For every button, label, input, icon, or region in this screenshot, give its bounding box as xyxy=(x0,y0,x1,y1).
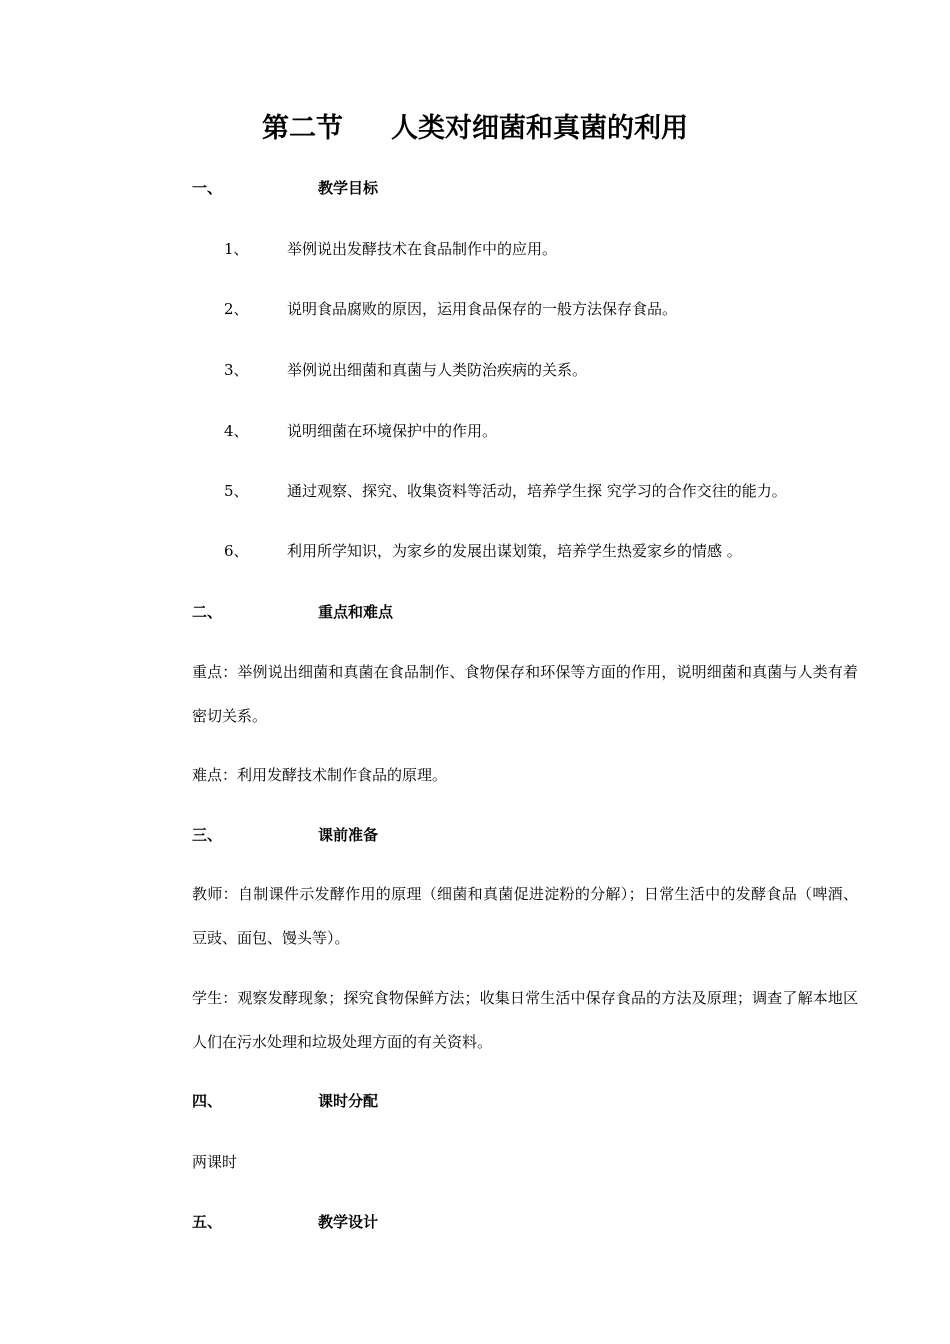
difficulty-paragraph: 难点：利用发酵技术制作食品的原理。 xyxy=(192,766,448,784)
objective-item xyxy=(224,298,677,319)
objective-item xyxy=(224,238,557,259)
section-label: 课时分配 xyxy=(318,1092,379,1110)
objective-item xyxy=(224,359,587,380)
section-number: 三、 xyxy=(192,826,223,844)
objective-number: 5、 xyxy=(224,482,249,500)
objective-item xyxy=(224,420,497,441)
objective-number: 3、 xyxy=(224,361,249,379)
section-heading-preparation xyxy=(192,824,378,845)
objective-text: 说明食品腐败的原因，运用食品保存的一般方法保存食品。 xyxy=(287,300,678,318)
page-title xyxy=(0,106,950,145)
section-label: 课前准备 xyxy=(318,826,379,844)
title-text: 人类对细菌和真菌的利用 xyxy=(391,113,688,144)
title-section-number: 第二节 xyxy=(262,113,343,144)
section-label: 教学目标 xyxy=(318,179,379,197)
objective-text: 举例说出细菌和真菌与人类防治疾病的关系。 xyxy=(287,361,588,379)
teacher-preparation: 教师：自制课件示发酵作用的原理（细菌和真菌促进淀粉的分解）；日常生活中的发酵食品（啤酒、豆豉、面包、馒头等）。 xyxy=(192,885,858,947)
section-label: 教学设计 xyxy=(318,1213,379,1231)
objective-item xyxy=(224,480,787,501)
objective-number: 1、 xyxy=(224,240,249,258)
objective-number: 6、 xyxy=(224,542,249,560)
objective-number: 2、 xyxy=(224,300,249,318)
objective-text: 利用所学知识，为家乡的发展出谋划策，培养学生热爱家乡的情感 。 xyxy=(287,542,742,560)
objective-number: 4、 xyxy=(224,422,249,440)
section-heading-key-points xyxy=(192,601,393,622)
objective-text: 说明细菌在环境保护中的作用。 xyxy=(287,422,498,440)
section-heading-objectives xyxy=(192,177,378,198)
objective-item xyxy=(224,540,742,561)
section-heading-schedule xyxy=(192,1090,378,1111)
objective-text: 举例说出发酵技术在食品制作中的应用。 xyxy=(287,240,558,258)
section-number: 四、 xyxy=(192,1092,223,1110)
schedule-text: 两课时 xyxy=(192,1153,238,1171)
objective-text: 通过观察、探究、收集资料等活动，培养学生探 究学习的合作交往的能力。 xyxy=(287,482,787,500)
section-number: 二、 xyxy=(192,603,223,621)
section-heading-design xyxy=(192,1211,378,1232)
section-label: 重点和难点 xyxy=(318,603,394,621)
focus-paragraph: 重点：举例说出细菌和真菌在食品制作、食物保存和环保等方面的作用，说明细菌和真菌与人类有着密切关系。 xyxy=(192,663,858,725)
student-preparation: 学生：观察发酵现象；探究食物保鲜方法；收集日常生活中保存食品的方法及原理；调查了解本地区人们在污水处理和垃圾处理方面的有关资料。 xyxy=(192,989,858,1051)
section-number: 五、 xyxy=(192,1213,223,1231)
section-number: 一、 xyxy=(192,179,223,197)
